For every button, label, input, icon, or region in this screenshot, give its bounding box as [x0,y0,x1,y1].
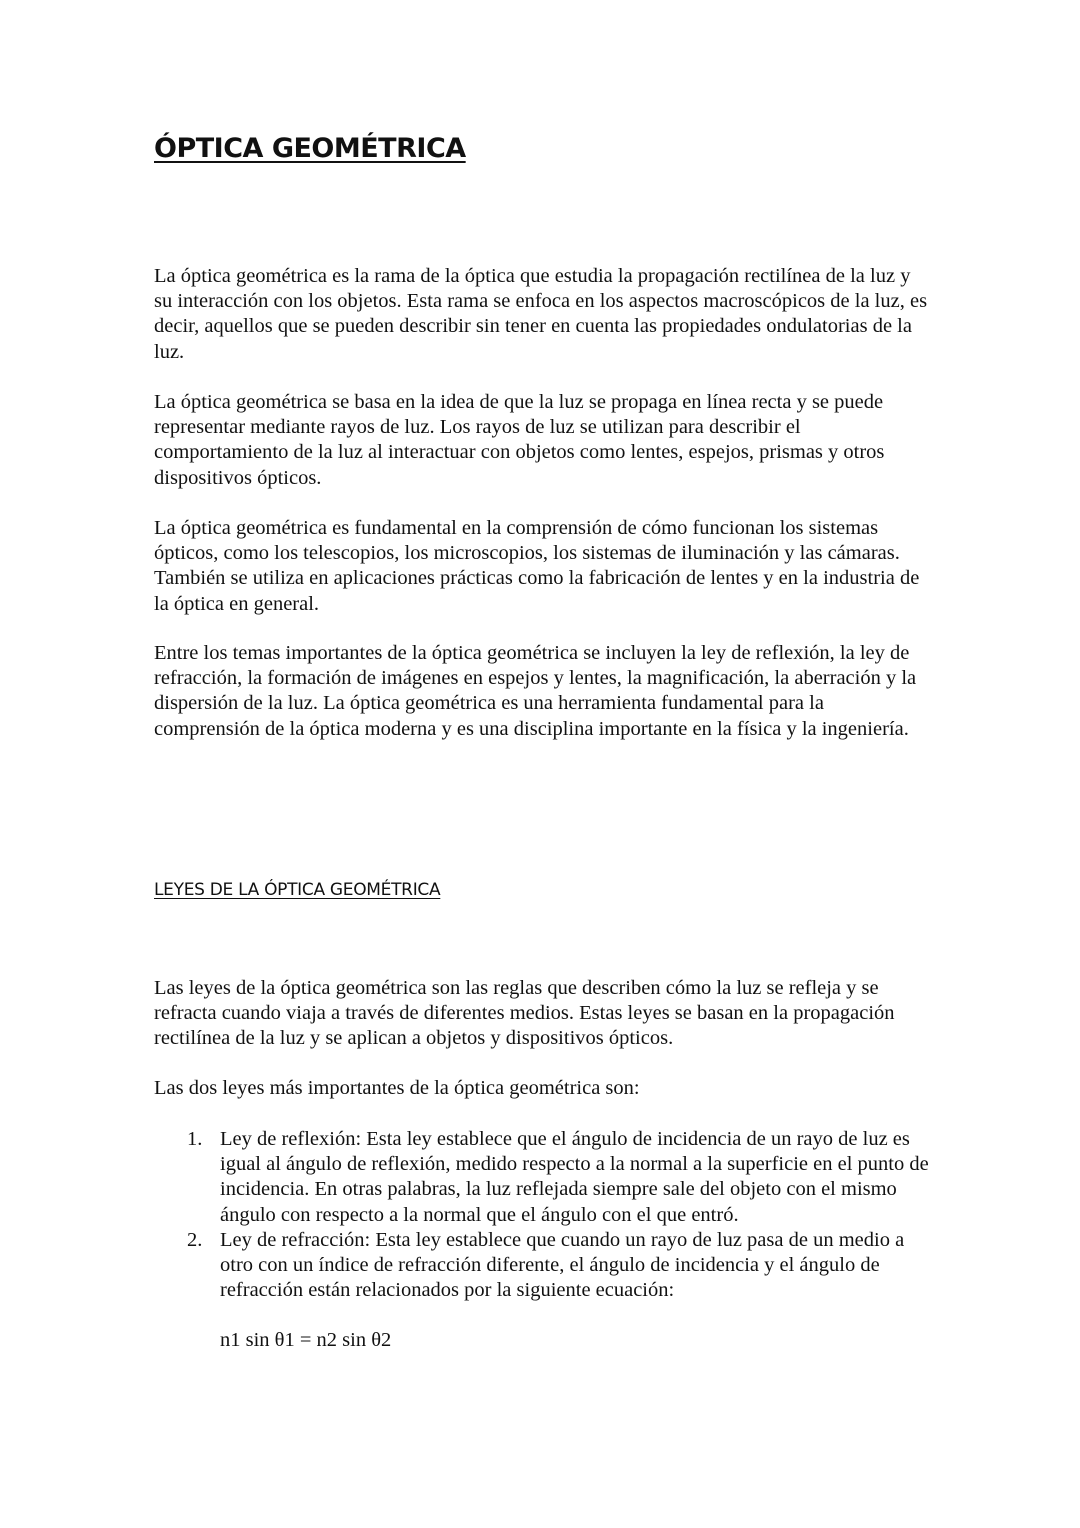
refraction-equation: n1 sin θ1 = n2 sin θ2 [220,1329,392,1351]
section-paragraph-2: Las dos leyes más importantes de la óptica geométrica son: [154,1077,640,1099]
intro-paragraph-2: La óptica geométrica se basa en la idea de que la luz se propaga en línea recta y se puede representar mediante rayos de luz. Los rayos de luz se utilizan para describir el comportamiento de la luz al interactuar con objetos como lentes, espejos, prismas y otros dispositivos ópticos. [154,391,885,489]
list-item-number: 1. [187,1128,203,1150]
section-paragraph-1: Las leyes de la óptica geométrica son las reglas que describen cómo la luz se refleja y se refracta cuando viaja a través de diferentes medios. Estas leyes se basan en la propagación rectilínea de la luz y se aplican a objetos y dispositivos ópticos. [154,977,895,1050]
intro-paragraph-4: Entre los temas importantes de la óptica geométrica se incluyen la ley de reflexión, la ley de refracción, la formación de imágenes en espejos y lentes, la magnificación, la aberración y la dispersión de la luz. La óptica geométrica es una herramienta fundamental para la comprensión de la óptica moderna y es una disciplina importante en la física y la ingeniería. [154,642,917,740]
intro-paragraph-1: La óptica geométrica es la rama de la óptica que estudia la propagación rectilínea de la luz y su interacción con los objetos. Esta rama se enfoca en los aspectos macroscópicos de la luz, es decir, aquellos que se pueden describir sin tener en cuenta las propiedades ondulatorias de la luz. [154,265,928,363]
list-item [154,1228,930,1304]
intro-paragraph-3: La óptica geométrica es fundamental en la comprensión de cómo funcionan los sistemas ópticos, como los telescopios, los microscopios, los sistemas de iluminación y las cámaras. También se utiliza en aplicaciones prácticas como la fabricación de lentes y en la industria de la óptica en general. [154,517,920,615]
document-title: ÓPTICA GEOMÉTRICA [154,133,466,164]
list-item-number: 2. [187,1228,203,1251]
list-item-text: Ley de refracción: Esta ley establece que cuando un rayo de luz pasa de un medio a otro con un índice de refracción diferente, el ángulo de incidencia y el ángulo de refracción están relacionados por la siguiente ecuación: [220,1228,905,1302]
list-item-text: Ley de reflexión: Esta ley establece que el ángulo de incidencia de un rayo de luz es igual al ángulo de reflexión, medido respecto a la normal a la superficie en el punto de incidencia. En otras palabras, la luz reflejada siempre sale del objeto con el mismo ángulo con respecto a la normal que el ángulo con el que entró. [220,1128,929,1226]
laws-list [154,1127,930,1303]
section-heading: LEYES DE LA ÓPTICA GEOMÉTRICA [154,880,441,900]
list-item [154,1127,930,1228]
